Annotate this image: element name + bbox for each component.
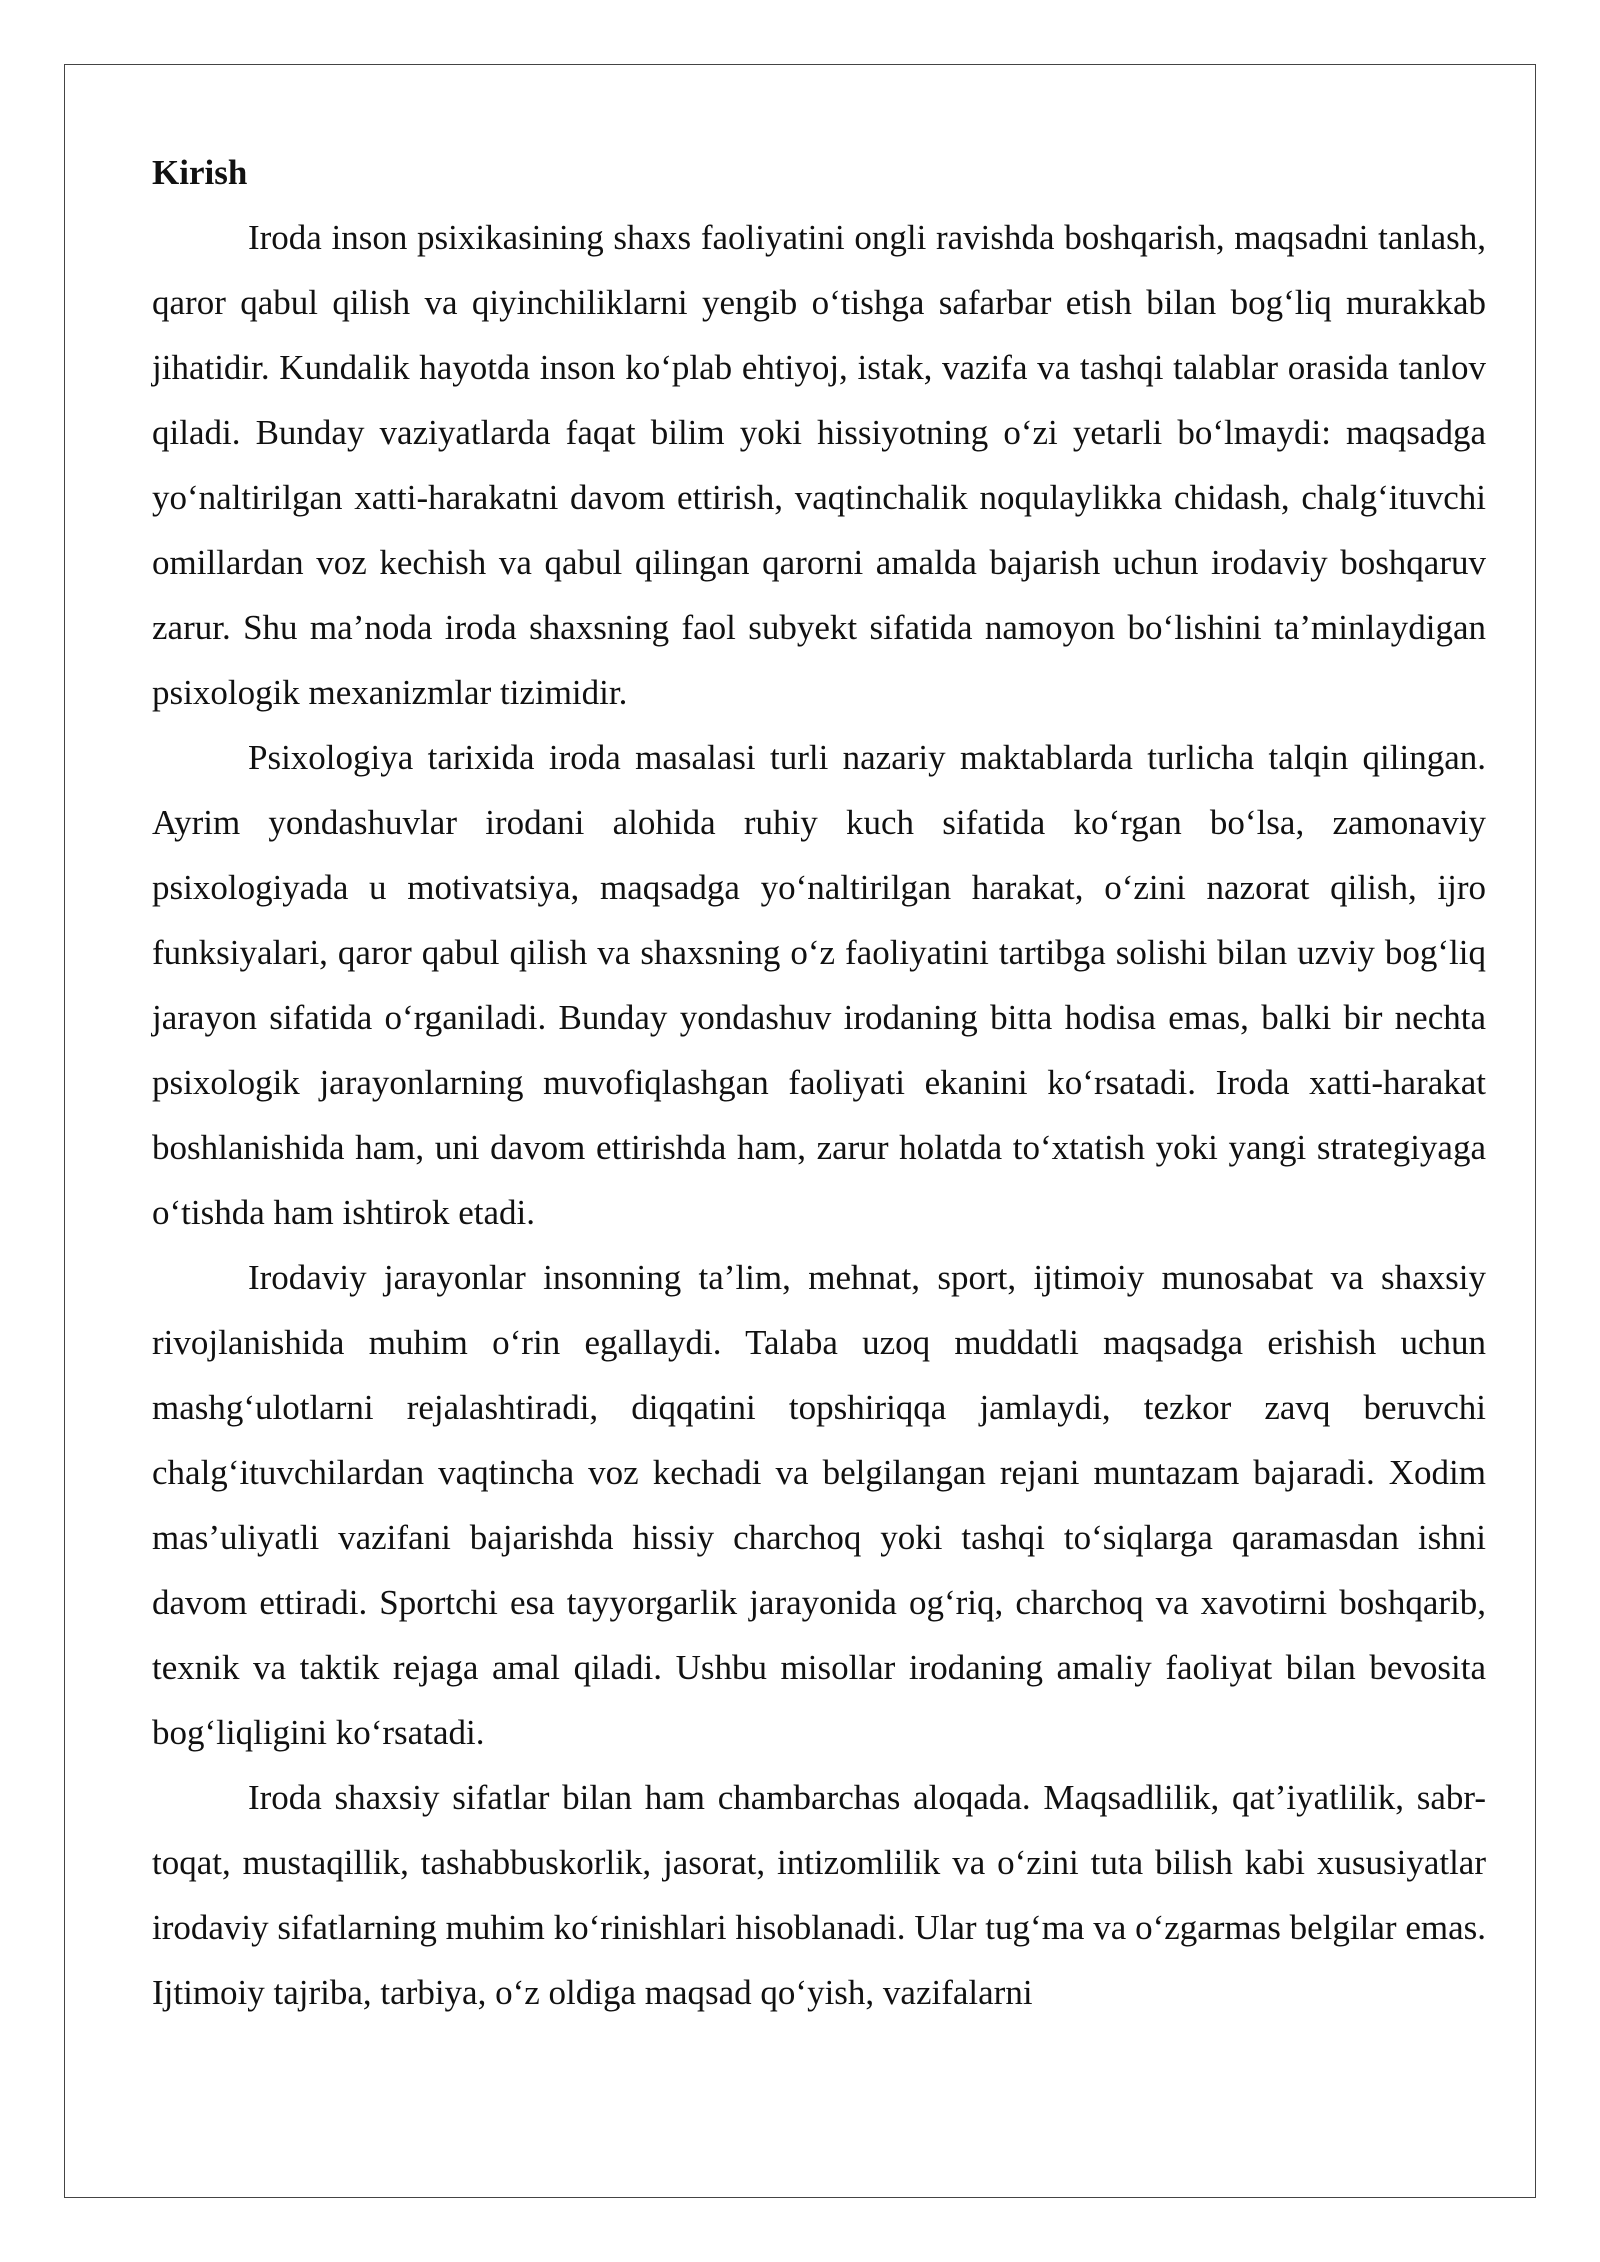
paragraph-3: Irodaviy jarayonlar insonning ta’lim, mehnat, sport, ijtimoiy munosabat va shaxsiy rivojlanishida muhim o‘rin egallaydi. Talaba uzoq muddatli maqsadga erishish uchun mashg‘ulotlarni rejalashtiradi, diqqatini topshiriqqa jamlaydi, tezkor zavq beruvchi chalg‘ituvchilardan vaqtincha voz kechadi va belgilangan rejani muntazam bajaradi. Xodim mas’uliyatli vazifani bajarishda hissiy charchoq yoki tashqi to‘siqlarga qaramasdan ishni davom ettiradi. Sportchi esa tayyorgarlik jarayonida og‘riq, charchoq va xavotirni boshqarib, texnik va taktik rejaga amal qiladi. Ushbu misollar irodaning amaliy faoliyat bilan bevosita bog‘liqligini ko‘rsatadi. — [152, 1258, 1486, 1752]
paragraph-4: Iroda shaxsiy sifatlar bilan ham chambarchas aloqada. Maqsadlilik, qat’iyatlilik, sabr-toqat, mustaqillik, tashabbuskorlik, jasorat, intizomlilik va o‘zini tuta bilish kabi xususiyatlar irodaviy sifatlarning muhim ko‘rinishlari hisoblanadi. Ular tug‘ma va o‘zgarmas belgilar emas. Ijtimoiy tajriba, tarbiya, o‘z oldiga maqsad qo‘yish, vazifalarni — [152, 1778, 1486, 2012]
paragraph-2: Psixologiya tarixida iroda masalasi turli nazariy maktablarda turlicha talqin qilingan. Ayrim yondashuvlar irodani alohida ruhiy kuch sifatida ko‘rgan bo‘lsa, zamonaviy psixologiyada u motivatsiya, maqsadga yo‘naltirilgan harakat, o‘zini nazorat qilish, ijro funksiyalari, qaror qabul qilish va shaxsning o‘z faoliyatini tartibga solishi bilan uzviy bog‘liq jarayon sifatida o‘rganiladi. Bunday yondashuv irodaning bitta hodisa emas, balki bir nechta psixologik jarayonlarning muvofiqlashgan faoliyati ekanini ko‘rsatadi. Iroda xatti-harakat boshlanishida ham, uni davom ettirishda ham, zarur holatda to‘xtatish yoki yangi strategiyaga o‘tishda ham ishtirok etadi. — [152, 738, 1486, 1232]
section-heading: Kirish — [152, 153, 248, 192]
paragraph-1: Iroda inson psixikasining shaxs faoliyatini ongli ravishda boshqarish, maqsadni tanlash, qaror qabul qilish va qiyinchiliklarni yengib o‘tishga safarbar etish bilan bog‘liq murakkab jihatidir. Kundalik hayotda inson ko‘plab ehtiyoj, istak, vazifa va tashqi talablar orasida tanlov qiladi. Bunday vaziyatlarda faqat bilim yoki hissiyotning o‘zi yetarli bo‘lmaydi: maqsadga yo‘naltirilgan xatti-harakatni davom ettirish, vaqtinchalik noqulaylikka chidash, chalg‘ituvchi omillardan voz kechish va qabul qilingan qarorni amalda bajarish uchun irodaviy boshqaruv zarur. Shu ma’noda iroda shaxsning faol subyekt sifatida namoyon bo‘lishini ta’minlaydigan psixologik mexanizmlar tizimidir. — [152, 218, 1486, 712]
document-body — [152, 140, 1486, 2025]
